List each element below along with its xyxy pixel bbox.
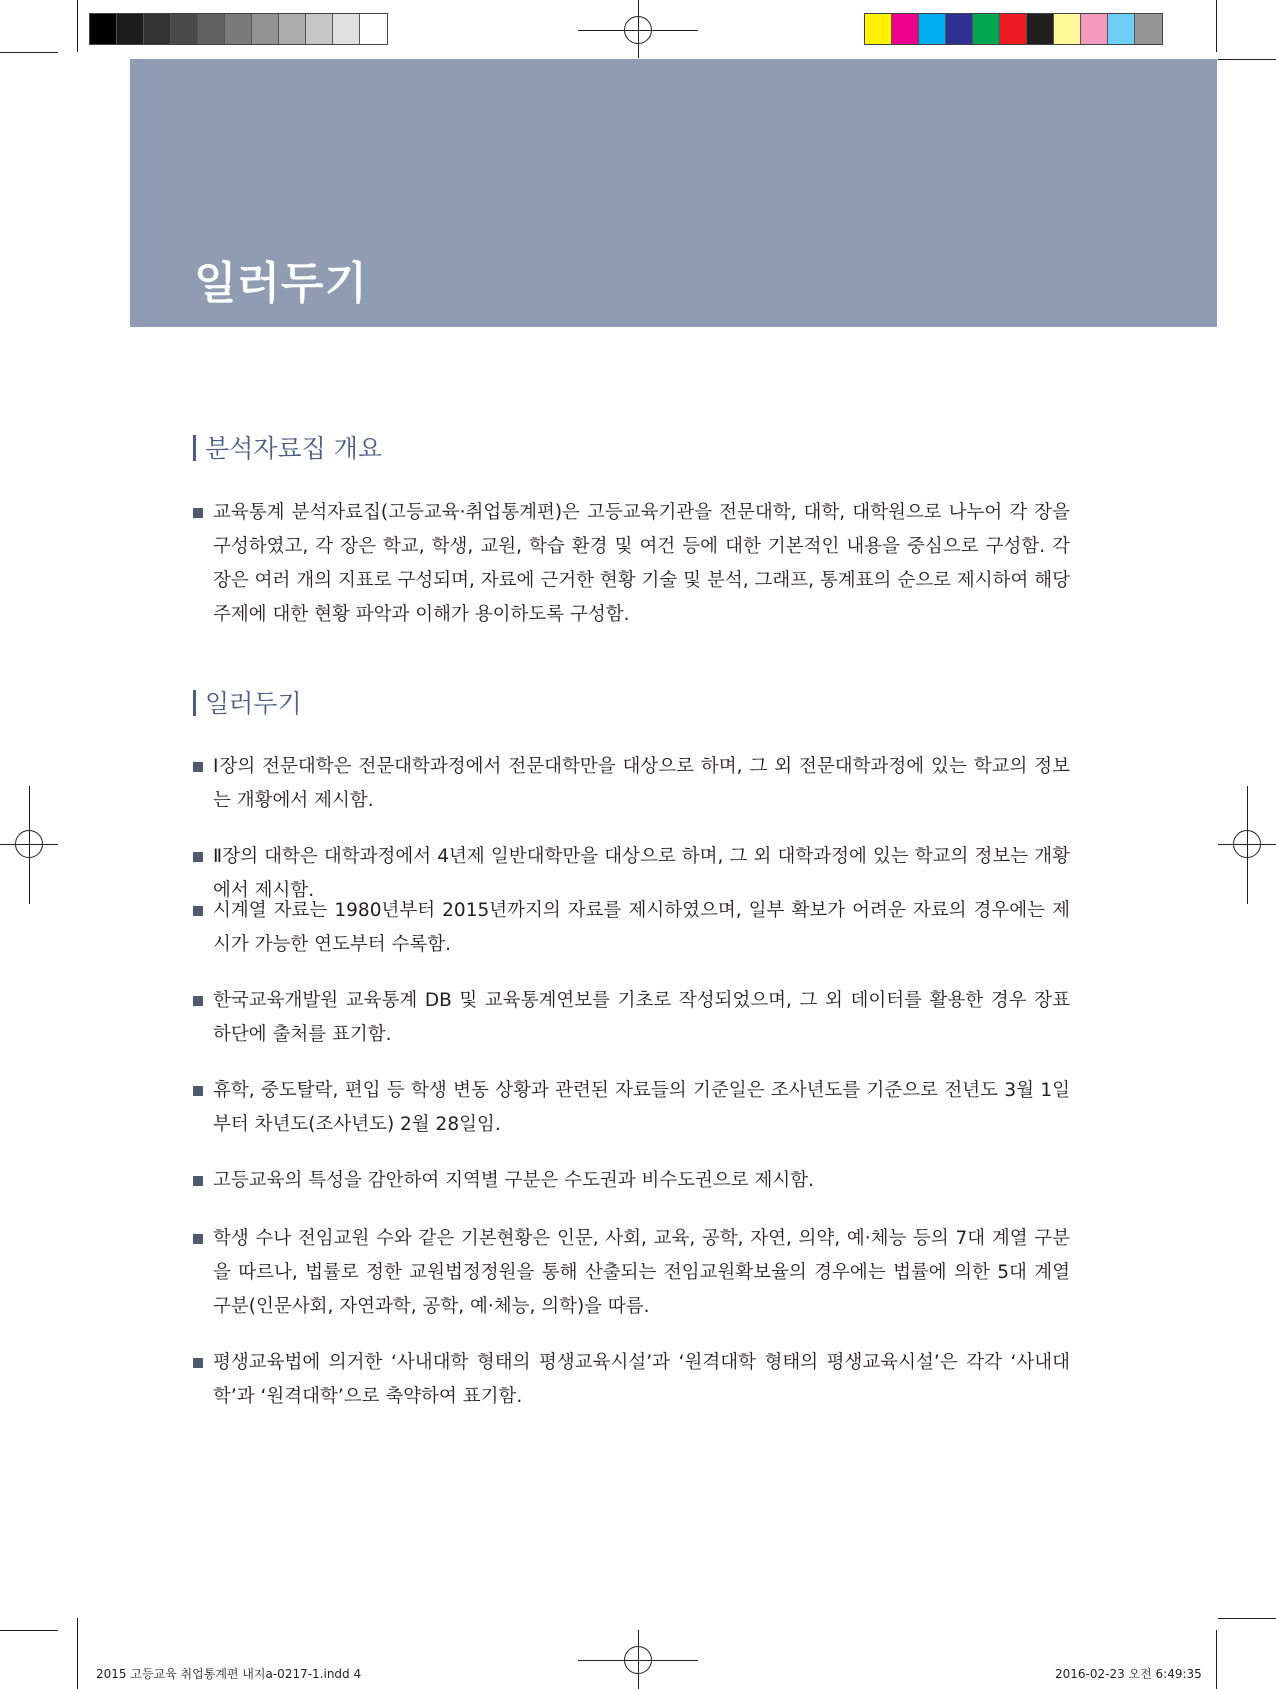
color-swatch bbox=[1054, 14, 1081, 44]
grayscale-swatch bbox=[144, 14, 171, 44]
list-item-text: 한국교육개발원 교육통계 DB 및 교육통계연보를 기초로 작성되었으며, 그 외 데이터를 활용한 경우 장표 하단에 출처를 표기함. bbox=[213, 990, 1070, 1045]
list-item-text: Ⅰ장의 전문대학은 전문대학과정에서 전문대학만을 대상으로 하며, 그 외 전문대학과정에 있는 학교의 정보는 개황에서 제시함. bbox=[213, 756, 1070, 811]
registration-line-bottom-v bbox=[638, 1630, 639, 1689]
grayscale-swatch bbox=[171, 14, 198, 44]
color-swatch bbox=[1027, 14, 1054, 44]
list-item-text: Ⅱ장의 대학은 대학과정에서 4년제 일반대학만을 대상으로 하며, 그 외 대학과정에 있는 학교의 정보는 개황에서 제시함. bbox=[213, 846, 1070, 901]
square-bullet-icon bbox=[193, 1234, 203, 1244]
list-item-text: 학생 수나 전임교원 수와 같은 기본현황은 인문, 사회, 교육, 공학, 자연, 의약, 예·체능 등의 7대 계열 구분을 따르나, 법률로 정한 교원법정정원을 통해 산출되는 전임교원확보율의 경우에는 법률에 의한 5대 계열 구분(인문사회, 자연과학, 공학, 예·체능, 의학)을 따름. bbox=[213, 1228, 1070, 1317]
square-bullet-icon bbox=[193, 1086, 203, 1096]
color-swatch bbox=[1081, 14, 1108, 44]
footer-file-label: 2015 고등교육 취업통계편 내지a-0217-1.indd 4 bbox=[96, 1667, 362, 1681]
registration-line-left-v bbox=[29, 786, 30, 904]
square-bullet-icon bbox=[193, 762, 203, 772]
list-item-text: 시계열 자료는 1980년부터 2015년까지의 자료를 제시하였으며, 일부 확보가 어려운 자료의 경우에는 제시가 가능한 연도부터 수록함. bbox=[213, 900, 1070, 955]
grayscale-swatch bbox=[279, 14, 306, 44]
crop-mark-top-right-h bbox=[1218, 59, 1276, 60]
list-item-text: 교육통계 분석자료집(고등교육·취업통계편)은 고등교육기관을 전문대학, 대학, 대학원으로 나누어 각 장을 구성하였고, 각 장은 학교, 학생, 교원, 학습 환경 및 여건 등에 대한 기본적인 내용을 중심으로 구성함. 각 장은 여러 개의 지표로 구성되며, 자료에 근거한 현황 기술 및 분석, 그래프, 통계표의 순으로 제시하여 해당 주제에 대한 현황 파악과 이해가 용이하도록 구성함. bbox=[213, 502, 1070, 625]
list-item-text: 평생교육법에 의거한 ‘사내대학 형태의 평생교육시설’과 ‘원격대학 형태의 평생교육시설’은 각각 ‘사내대학’과 ‘원격대학’으로 축약하여 표기함. bbox=[213, 1352, 1070, 1407]
crop-mark-bottom-right-h bbox=[1218, 1618, 1276, 1619]
color-swatch bbox=[1108, 14, 1135, 44]
grayscale-swatch bbox=[252, 14, 279, 44]
heading-bar-icon bbox=[193, 435, 196, 461]
header-banner bbox=[130, 59, 1217, 327]
square-bullet-icon bbox=[193, 1358, 203, 1368]
list-item bbox=[193, 984, 1070, 1052]
color-swatch bbox=[919, 14, 946, 44]
grayscale-calibration-bar bbox=[89, 13, 388, 45]
color-swatch bbox=[1000, 14, 1027, 44]
crop-mark-bottom-left-h bbox=[0, 1630, 58, 1631]
color-swatch bbox=[865, 14, 892, 44]
section-heading-overview bbox=[193, 433, 382, 465]
list-item bbox=[193, 750, 1070, 818]
square-bullet-icon bbox=[193, 996, 203, 1006]
grayscale-swatch bbox=[306, 14, 333, 44]
registration-line-right-v bbox=[1247, 786, 1248, 904]
square-bullet-icon bbox=[193, 1176, 203, 1186]
crop-mark-top-right-v bbox=[1216, 0, 1217, 52]
list-item bbox=[193, 496, 1070, 632]
grayscale-swatch bbox=[90, 14, 117, 44]
footer-timestamp: 2016-02-23 오전 6:49:35 bbox=[1055, 1667, 1202, 1681]
grayscale-swatch bbox=[225, 14, 252, 44]
color-swatch bbox=[946, 14, 973, 44]
square-bullet-icon bbox=[193, 852, 203, 862]
crop-mark-top-left-v bbox=[77, 0, 78, 52]
list-item bbox=[193, 1164, 1070, 1198]
list-item-text: 고등교육의 특성을 감안하여 지역별 구분은 수도권과 비수도권으로 제시함. bbox=[213, 1170, 815, 1191]
crop-mark-bottom-right-v bbox=[1216, 1630, 1217, 1689]
grayscale-swatch bbox=[333, 14, 360, 44]
color-swatch bbox=[973, 14, 1000, 44]
section-heading-notes-text: 일러두기 bbox=[205, 689, 302, 718]
square-bullet-icon bbox=[193, 906, 203, 916]
color-swatch bbox=[1135, 14, 1162, 44]
list-item-text: 휴학, 중도탈락, 편입 등 학생 변동 상황과 관련된 자료들의 기준일은 조사년도를 기준으로 전년도 3월 1일부터 차년도(조사년도) 2월 28일임. bbox=[213, 1080, 1070, 1135]
list-item bbox=[193, 1346, 1070, 1414]
crop-mark-top-left-h bbox=[0, 52, 58, 53]
list-item bbox=[193, 894, 1070, 962]
registration-line-top-v bbox=[638, 0, 639, 58]
color-calibration-bar bbox=[864, 13, 1163, 45]
grayscale-swatch bbox=[117, 14, 144, 44]
square-bullet-icon bbox=[193, 508, 203, 518]
grayscale-swatch bbox=[360, 14, 387, 44]
section-heading-notes bbox=[193, 688, 302, 720]
crop-mark-bottom-left-v bbox=[77, 1618, 78, 1689]
heading-bar-icon bbox=[193, 690, 196, 716]
grayscale-swatch bbox=[198, 14, 225, 44]
list-item bbox=[193, 1222, 1070, 1324]
page-title: 일러두기 bbox=[194, 258, 369, 309]
section-heading-overview-text: 분석자료집 개요 bbox=[205, 434, 382, 463]
list-item bbox=[193, 1074, 1070, 1142]
color-swatch bbox=[892, 14, 919, 44]
